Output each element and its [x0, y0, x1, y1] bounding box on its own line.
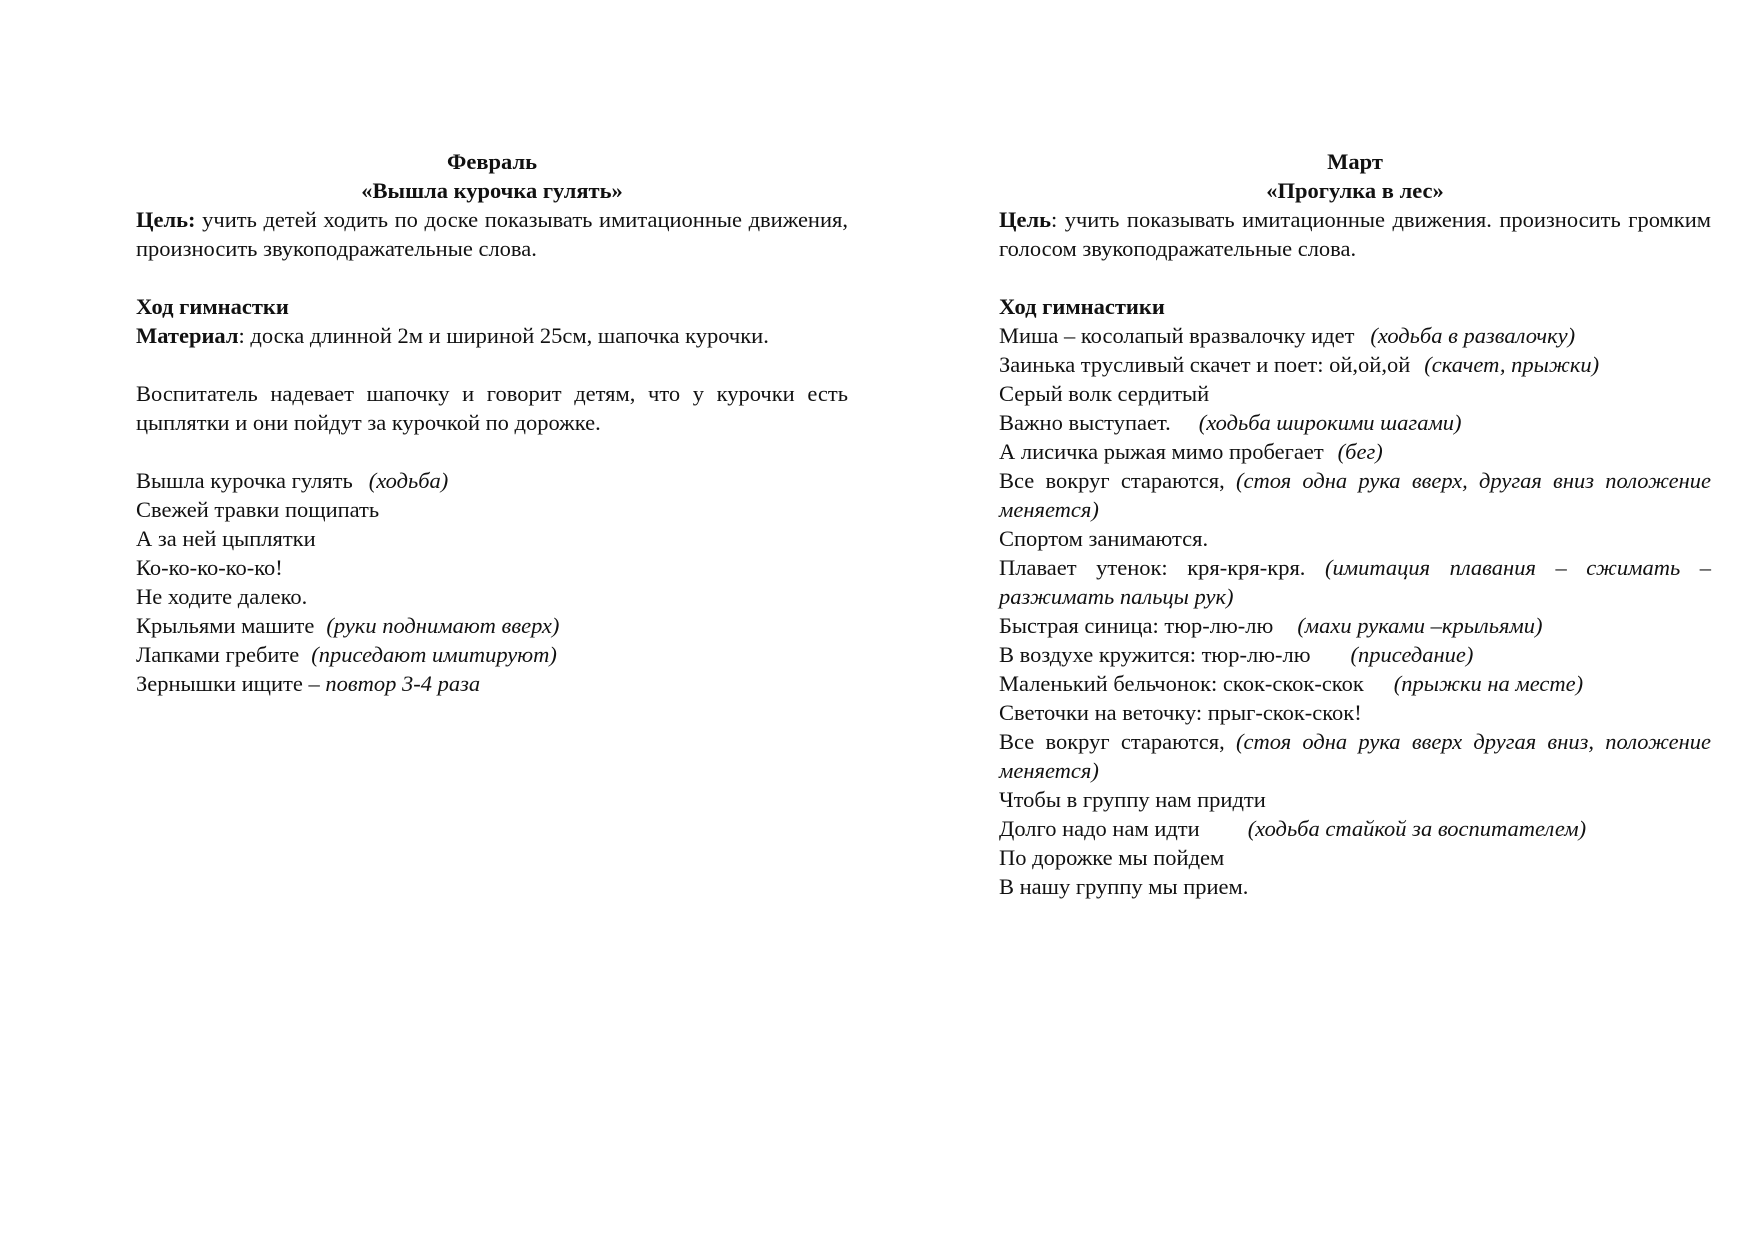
verse-line: Светочки на веточку: прыг-скок-скок!	[999, 700, 1362, 725]
action-note: (стоя одна рука вверх другая вниз, положение меняется)	[999, 729, 1711, 783]
verse-line: Плавает утенок: кря-кря-кря. (имитация плавания – сжимать – разжимать пальцы рук)	[999, 555, 1711, 609]
action-note: (скачет, прыжки)	[1424, 352, 1600, 377]
action-note: (стоя одна рука вверх, другая вниз положение меняется)	[999, 468, 1711, 522]
month-title: Февраль	[447, 149, 537, 174]
section-heading: Ход гимнастики	[999, 294, 1165, 319]
action-note: (махи руками –крыльями)	[1297, 613, 1543, 638]
action-note: повтор 3-4 раза	[325, 671, 481, 696]
verse-line: В нашу группу мы прием.	[999, 874, 1249, 899]
lesson-title: «Прогулка в лес»	[1266, 178, 1444, 203]
goal-label: Цель	[999, 207, 1052, 232]
verse-line: Зернышки ищите – повтор 3-4 раза	[136, 671, 481, 696]
action-note: (приседают имитируют)	[311, 642, 557, 667]
february-column	[136, 147, 848, 698]
verse-line: Чтобы в группу нам придти	[999, 787, 1266, 812]
material-label: Материал	[136, 323, 239, 348]
action-note: (ходьба)	[368, 468, 449, 493]
verse-line: Важно выступает. (ходьба широкими шагами)	[999, 410, 1462, 435]
section-heading: Ход гимнастки	[136, 294, 289, 319]
verse-line: В воздухе кружится: тюр-лю-лю (приседание)	[999, 642, 1474, 667]
action-note: (приседание)	[1350, 642, 1474, 667]
verse-line: По дорожке мы пойдем	[999, 845, 1225, 870]
action-note: (бег)	[1337, 439, 1383, 464]
month-title: Март	[1327, 149, 1383, 174]
verse-line: А за ней цыплятки	[136, 526, 316, 551]
verse-line: Маленький бельчонок: скок-скок-скок (прыжки на месте)	[999, 671, 1584, 696]
verse-line: А лисичка рыжая мимо пробегает (бег)	[999, 439, 1383, 464]
verse-line: Миша – косолапый вразвалочку идет (ходьба в развалочку)	[999, 323, 1576, 348]
verse-line: Все вокруг стараются, (стоя одна рука вверх другая вниз, положение меняется)	[999, 729, 1711, 783]
action-note: (ходьба стайкой за воспитателем)	[1247, 816, 1587, 841]
verse-line: Ко-ко-ко-ко-ко!	[136, 555, 283, 580]
goal-paragraph	[999, 205, 1711, 263]
material-text: : доска длинной 2м и шириной 25см, шапочка курочки.	[238, 323, 769, 348]
march-column	[999, 147, 1711, 901]
verse-line: Свежей травки пощипать	[136, 497, 380, 522]
action-note: (прыжки на месте)	[1393, 671, 1584, 696]
verse-line: Все вокруг стараются, (стоя одна рука вверх, другая вниз положение меняется)	[999, 468, 1711, 522]
verse-line: Спортом занимаются.	[999, 526, 1209, 551]
verse-line: Долго надо нам идти (ходьба стайкой за воспитателем)	[999, 816, 1587, 841]
action-note: (имитация плавания – сжимать – разжимать пальцы рук)	[999, 555, 1711, 609]
lesson-title: «Вышла курочка гулять»	[361, 178, 623, 203]
verse-line: Не ходите далеко.	[136, 584, 308, 609]
verse-line: Лапками гребите (приседают имитируют)	[136, 642, 557, 667]
goal-text: учить детей ходить по доске показывать имитационные движения, произносить звукоподражательные слова.	[136, 207, 848, 261]
intro-paragraph: Воспитатель надевает шапочку и говорит детям, что у курочки есть цыплятки и они пойдут за курочкой по дорожке.	[136, 381, 848, 435]
verse-line: Крыльями машите (руки поднимают вверх)	[136, 613, 560, 638]
verse-line: Серый волк сердитый	[999, 381, 1210, 406]
verse-line: Быстрая синица: тюр-лю-лю (махи руками –крыльями)	[999, 613, 1543, 638]
verse-line: Вышла курочка гулять (ходьба)	[136, 468, 449, 493]
verse-line: Заинька трусливый скачет и поет: ой,ой,ой (скачет, прыжки)	[999, 352, 1600, 377]
goal-paragraph	[136, 205, 848, 263]
action-note: (руки поднимают вверх)	[326, 613, 560, 638]
goal-label: Цель:	[136, 207, 196, 232]
action-note: (ходьба широкими шагами)	[1198, 410, 1462, 435]
action-note: (ходьба в развалочку)	[1370, 323, 1576, 348]
material-paragraph	[136, 321, 848, 350]
goal-text: : учить показывать имитационные движения. произносить громким голосом звукоподражательные слова.	[999, 207, 1711, 261]
